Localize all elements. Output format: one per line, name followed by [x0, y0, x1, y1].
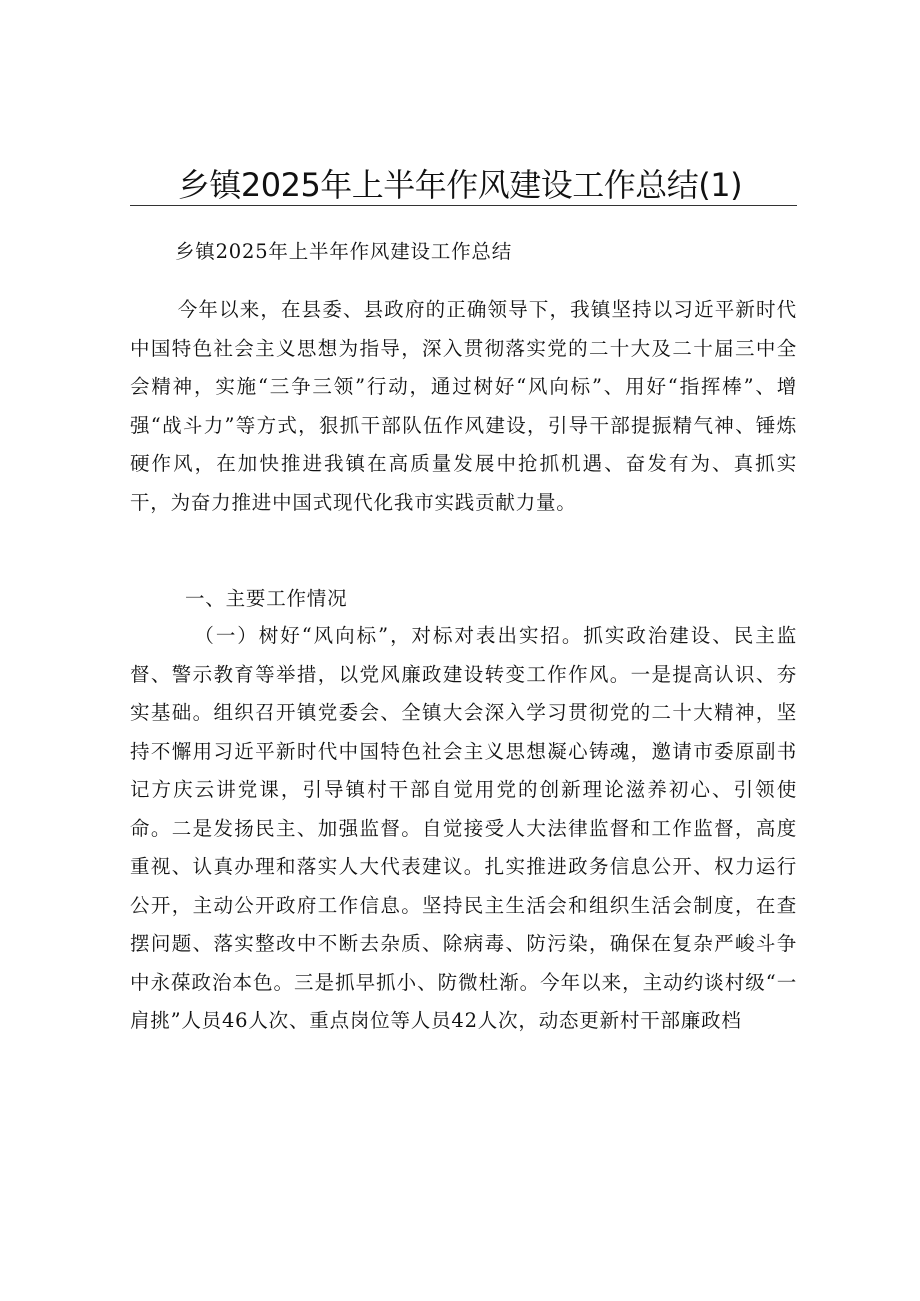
section-heading: 一、主要工作情况 — [185, 587, 348, 610]
intro-paragraph: 今年以来，在县委、县政府的正确领导下，我镇坚持以习近平新时代中国特色社会主义思想为指导，深入贯彻落实党的二十大及二十届三中全会精神，实施“三争三领”行动，通过树好“风向标”、用好“指挥棒”、增强“战斗力”等方式，狠抓干部队伍作风建设，引导干部提振精气神、锤炼硬作风，在加快推进我镇在高质量发展中抢抓机遇、奋发有为、真抓实干，为奋力推进中国式现代化我市实践贡献力量。 — [130, 298, 797, 514]
document-subtitle: 乡镇2025年上半年作风建设工作总结 — [175, 240, 513, 263]
body-paragraph: （一）树好“风向标”，对标对表出实招。抓实政治建设、民主监督、警示教育等举措，以党风廉政建设转变工作作风。一是提高认识、夯实基础。组织召开镇党委会、全镇大会深入学习贯彻党的二十大精神，坚持不懈用习近平新时代中国特色社会主义思想凝心铸魂，邀请市委原副书记方庆云讲党课，引导镇村干部自觉用党的创新理论滋养初心、引领使命。二是发扬民主、加强监督。自觉接受人大法律监督和工作监督，高度重视、认真办理和落实人大代表建议。扎实推进政务信息公开、权力运行公开，主动公开政府工作信息。坚持民主生活会和组织生活会制度，在查摆问题、落实整改中不断去杂质、除病毒、防污染，确保在复杂严峻斗争中永葆政治本色。三是抓早抓小、防微杜渐。今年以来，主动约谈村级“一肩挑”人员46人次、重点岗位等人员42人次，动态更新村干部廉政档 — [130, 624, 797, 1032]
title-underline — [130, 205, 797, 206]
document-title: 乡镇2025年上半年作风建设工作总结(1) — [177, 166, 743, 204]
